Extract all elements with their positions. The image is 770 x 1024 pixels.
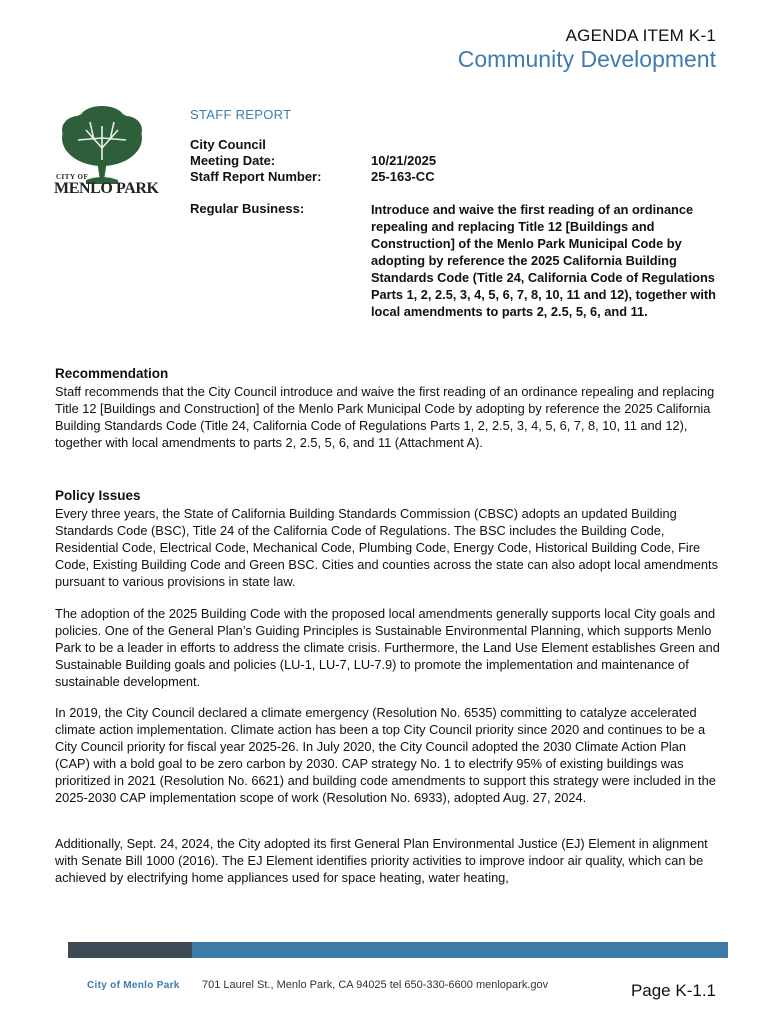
policy-paragraph: Every three years, the State of California Building Standards Commission (CBSC) adopts an updated Building Standards Code (BSC), Title 24 of the California Code of Regulations. The BSC includes the Building Code, Residential Code, Electrical Code, Mechanical Code, Plumbing Code, Energy Code, Historical Building Code, Fire Code, Existing Building Code and Green BSC. Cities and counties across the state can also adopt local amendments pursuant to various provisions in state law. <box>55 506 718 589</box>
policy-paragraph: The adoption of the 2025 Building Code with the proposed local amendments generally supports local City goals and policies. One of the General Plan’s Guiding Principles is Sustainable Environmental Planning, which supports Menlo Park to be a leader in efforts to address the climate crisis. Furthermore, the Land Use Element establishes Green and Sustainable Building goals and policies (LU-1, LU-7, LU-7.9) to promote the implementation and maintenance of sustainable development. <box>55 606 720 689</box>
report-number-value: 25-163-CC <box>371 169 435 184</box>
meeting-date-value: 10/21/2025 <box>371 153 437 168</box>
agenda-item-label: AGENDA ITEM K-1 <box>565 26 716 45</box>
report-number-label: Staff Report Number: <box>190 169 322 184</box>
meeting-date-label: Meeting Date: <box>190 153 276 168</box>
footer-bar-blue <box>192 942 728 958</box>
department-title: Community Development <box>457 46 716 72</box>
recommendation-text: Staff recommends that the City Council introduce and waive the first reading of an ordinance repealing and replacing Title 12 [Buildings and Construction] of the Menlo Park Municipal Code by adopting by reference the 2025 California Building Standards Code (Title 24, California Code of Regulations Parts 1, 2, 2.5, 3, 4, 5, 6, 7, 8, 10, 11 and 12), together with local amendments to parts 2, 2.5, 5, 6, and 11 (Attachment A). <box>55 384 715 450</box>
recommendation-heading: Recommendation <box>55 366 169 381</box>
business-type-label: Regular Business: <box>190 201 305 216</box>
staff-report-label: STAFF REPORT <box>190 107 292 122</box>
logo-city-name: MENLO PARK <box>54 180 159 197</box>
recipient: City Council <box>190 137 266 152</box>
policy-paragraph: In 2019, the City Council declared a climate emergency (Resolution No. 6535) committing to catalyze accelerated climate action implementation. Climate action has been a top City Council priority since 2020 and continues to be a City Council priority for fiscal year 2025-26. In July 2020, the City Council adopted the 2030 Climate Action Plan (CAP) with a bold goal to be zero carbon by 2030. CAP strategy No. 1 to electrify 95% of existing buildings was prioritized in 2021 (Resolution No. 6621) and building code amendments to support this strategy were included in the 2025-2030 CAP implementation scope of work (Resolution No. 6933), adopted Aug. 27, 2024. <box>55 705 716 805</box>
business-description: Introduce and waive the first reading of an ordinance repealing and replacing Title 12 [Buildings and Construction] of the Menlo Park Municipal Code by adopting by reference the 2025 California Building Standards Code (Title 24, California Code of Regulations Parts 1, 2, 2.5, 3, 4, 5, 6, 7, 8, 10, 11 and 12), together with local amendments to parts 2, 2.5, 5, 6, and 11. <box>371 202 716 319</box>
footer-city-name: City of Menlo Park <box>87 980 180 991</box>
page-number: Page K-1.1 <box>630 981 716 1000</box>
policy-paragraph: Additionally, Sept. 24, 2024, the City adopted its first General Plan Environmental Justice (EJ) Element in alignment with Senate Bill 1000 (2016). The EJ Element identifies priority activities to improve indoor air quality, which can be achieved by electrifying home appliances used for space heating, water heating, <box>55 836 708 885</box>
logo-city-of: CITY OF <box>56 173 89 181</box>
policy-issues-heading: Policy Issues <box>55 488 141 503</box>
footer-address: 701 Laurel St., Menlo Park, CA 94025 tel 650-330-6600 menlopark.gov <box>202 979 549 991</box>
footer-bar-dark <box>68 942 192 958</box>
